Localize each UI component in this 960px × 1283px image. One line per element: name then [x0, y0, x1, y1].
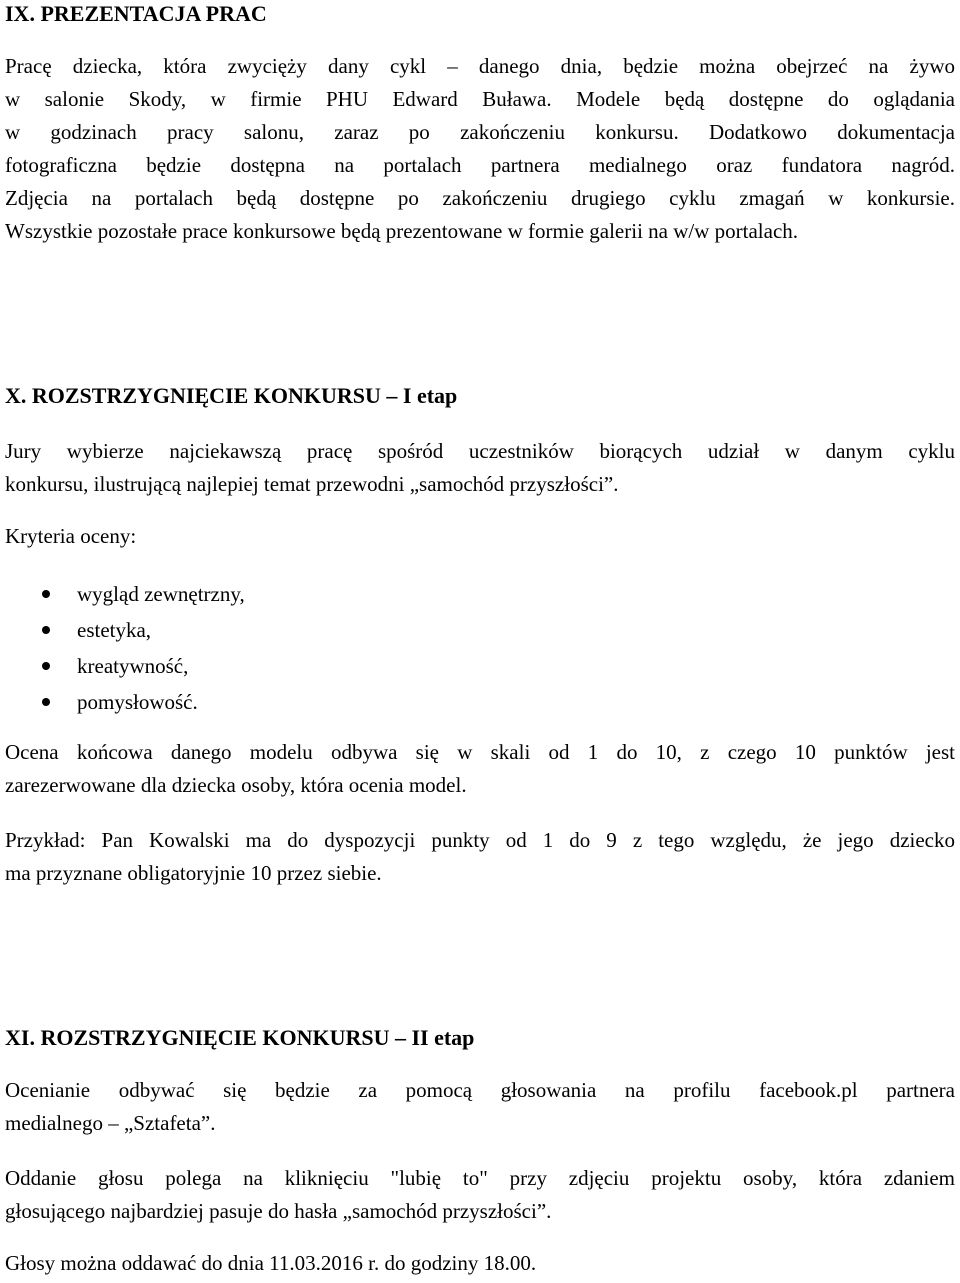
criteria-label [5, 520, 955, 553]
text-line: Ocena końcowa danego modelu odbywa się w skali od 1 do 10, z czego 10 punktów jest [5, 740, 955, 764]
section-x-intro [5, 435, 955, 501]
section-ix-paragraph [5, 50, 955, 248]
text-line: Kryteria oceny: [5, 524, 137, 548]
bullet-icon [42, 698, 50, 706]
text-line: Zdjęcia na portalach będą dostępne po zakończeniu drugiego cyklu zmagań w konkursie. [5, 186, 955, 210]
text-line: medialnego – „Sztafeta”. [5, 1111, 216, 1135]
scoring-paragraph [5, 736, 955, 802]
text-line: fotograficzna będzie dostępna na portalach partnera medialnego oraz fundatora nagród. [5, 153, 955, 177]
list-item-text: pomysłowość. [77, 690, 198, 714]
section-ix-heading: IX. PREZENTACJA PRAC [5, 1, 267, 26]
list-item [5, 648, 955, 684]
bullet-icon [42, 590, 50, 598]
bullet-icon [42, 626, 50, 634]
text-line: Oddanie głosu polega na kliknięciu "lubię to" przy zdjęciu projektu osoby, która zdaniem [5, 1166, 955, 1190]
example-paragraph [5, 824, 955, 890]
list-item-text: wygląd zewnętrzny, [77, 582, 245, 606]
text-line: w godzinach pracy salonu, zaraz po zakończeniu konkursu. Dodatkowo dokumentacja [5, 120, 955, 144]
text-line: Głosy można oddawać do dnia 11.03.2016 r. do godziny 18.00. [5, 1251, 537, 1275]
voting-paragraph [5, 1074, 955, 1140]
text-line: w salonie Skody, w firmie PHU Edward Buława. Modele będą dostępne do oglądania [5, 87, 955, 111]
text-line: głosującego najbardziej pasuje do hasła „samochód przyszłości”. [5, 1199, 552, 1223]
bullet-icon [42, 662, 50, 670]
criteria-list [5, 576, 955, 720]
deadline-paragraph [5, 1247, 955, 1280]
list-item [5, 576, 955, 612]
text-line: Jury wybierze najciekawszą pracę spośród uczestników biorących udział w danym cyklu [5, 439, 955, 463]
list-item-text: kreatywność, [77, 654, 189, 678]
list-item-text: estetyka, [77, 618, 152, 642]
text-line: Ocenianie odbywać się będzie za pomocą głosowania na profilu facebook.pl partnera [5, 1078, 955, 1102]
list-item [5, 612, 955, 648]
text-line: Przykład: Pan Kowalski ma do dyspozycji punkty od 1 do 9 z tego względu, że jego dziecko [5, 828, 955, 852]
text-line: Wszystkie pozostałe prace konkursowe będą prezentowane w formie galerii na w/w portalach. [5, 219, 799, 243]
section-x-heading: X. ROZSTRZYGNIĘCIE KONKURSU – I etap [5, 383, 458, 408]
text-line: ma przyznane obligatoryjnie 10 przez siebie. [5, 861, 382, 885]
text-line: zarezerwowane dla dziecka osoby, która ocenia model. [5, 773, 467, 797]
section-xi-heading: XI. ROZSTRZYGNIĘCIE KONKURSU – II etap [5, 1025, 475, 1050]
vote-paragraph [5, 1162, 955, 1228]
list-item [5, 684, 955, 720]
text-line: Pracę dziecka, która zwycięży dany cykl – danego dnia, będzie można obejrzeć na żywo [5, 54, 955, 78]
text-line: konkursu, ilustrującą najlepiej temat przewodni „samochód przyszłości”. [5, 472, 619, 496]
